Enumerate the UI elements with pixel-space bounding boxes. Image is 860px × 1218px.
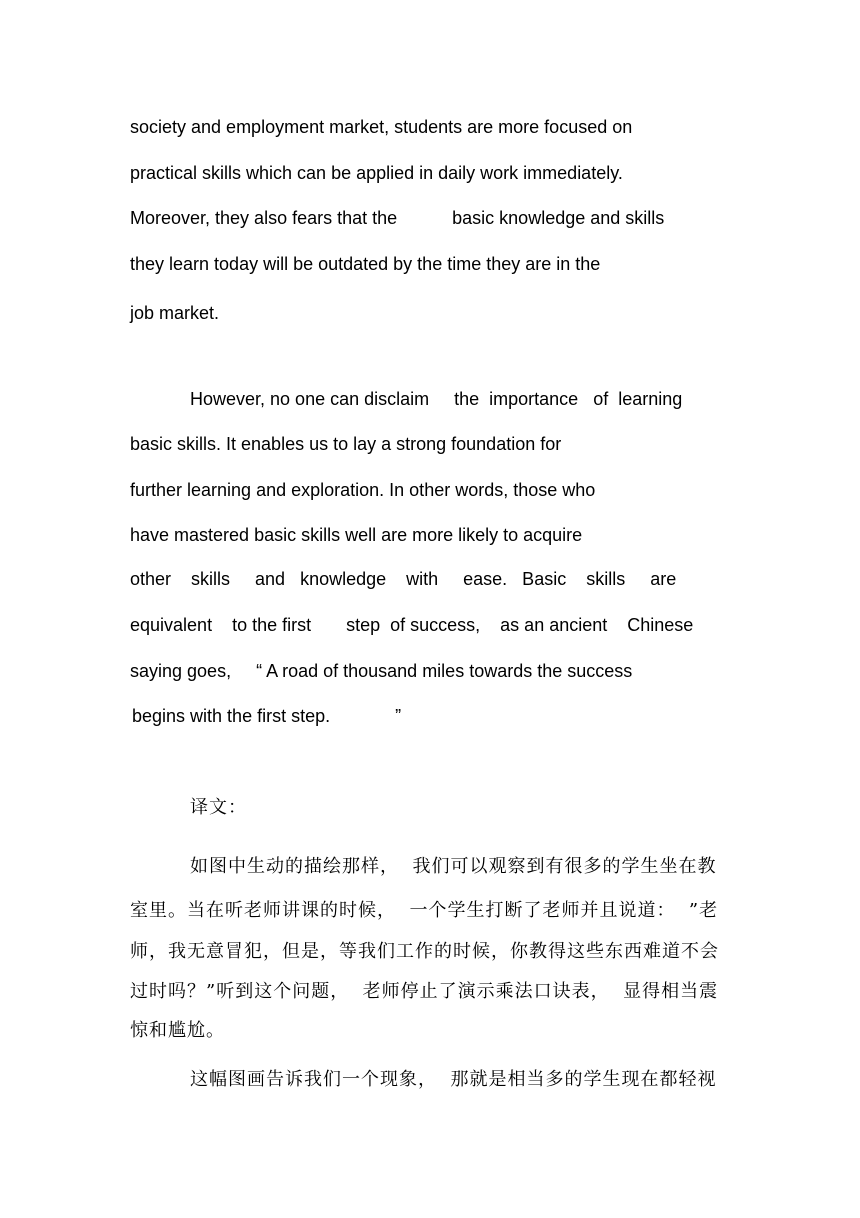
translation-heading: 译文： (190, 797, 247, 818)
text-line: practical skills which can be applied in daily work immediately. (130, 163, 623, 183)
text-line: saying goes, “ A road of thousand miles towards the success (130, 661, 633, 681)
text-line: 过时吗？”听到这个问题， 老师停止了演示乘法口诀表， 显得相当震 (130, 981, 719, 1002)
text-line: equivalent to the first step of success, as an ancient Chinese (130, 615, 694, 635)
text-line: further learning and exploration. In other words, those who (130, 480, 596, 500)
text-line: 如图中生动的描绘那样， 我们可以观察到有很多的学生坐在教 (190, 856, 717, 877)
text-line: society and employment market, students are more focused on (130, 117, 633, 137)
text-line: other skills and knowledge with ease. Basic skills are (130, 569, 677, 589)
text-line: 惊和尴尬。 (130, 1020, 225, 1041)
text-line: begins with the first step. ” (132, 706, 402, 726)
text-line: 室里。当在听老师讲课的时候， 一个学生打断了老师并且说道： ”老 (130, 900, 719, 921)
text-line: However, no one can disclaim the importance of learning (190, 389, 683, 409)
text-line: basic skills. It enables us to lay a strong foundation for (130, 434, 562, 454)
text-line: 师，我无意冒犯，但是，等我们工作的时候，你教得这些东西难道不会 (130, 941, 719, 962)
text-line: job market. (130, 303, 220, 323)
text-line: 这幅图画告诉我们一个现象， 那就是相当多的学生现在都轻视 (190, 1069, 717, 1090)
text-line: have mastered basic skills well are more likely to acquire (130, 525, 583, 545)
text-line: Moreover, they also fears that the basic knowledge and skills (130, 208, 665, 228)
text-line: they learn today will be outdated by the time they are in the (130, 254, 601, 274)
